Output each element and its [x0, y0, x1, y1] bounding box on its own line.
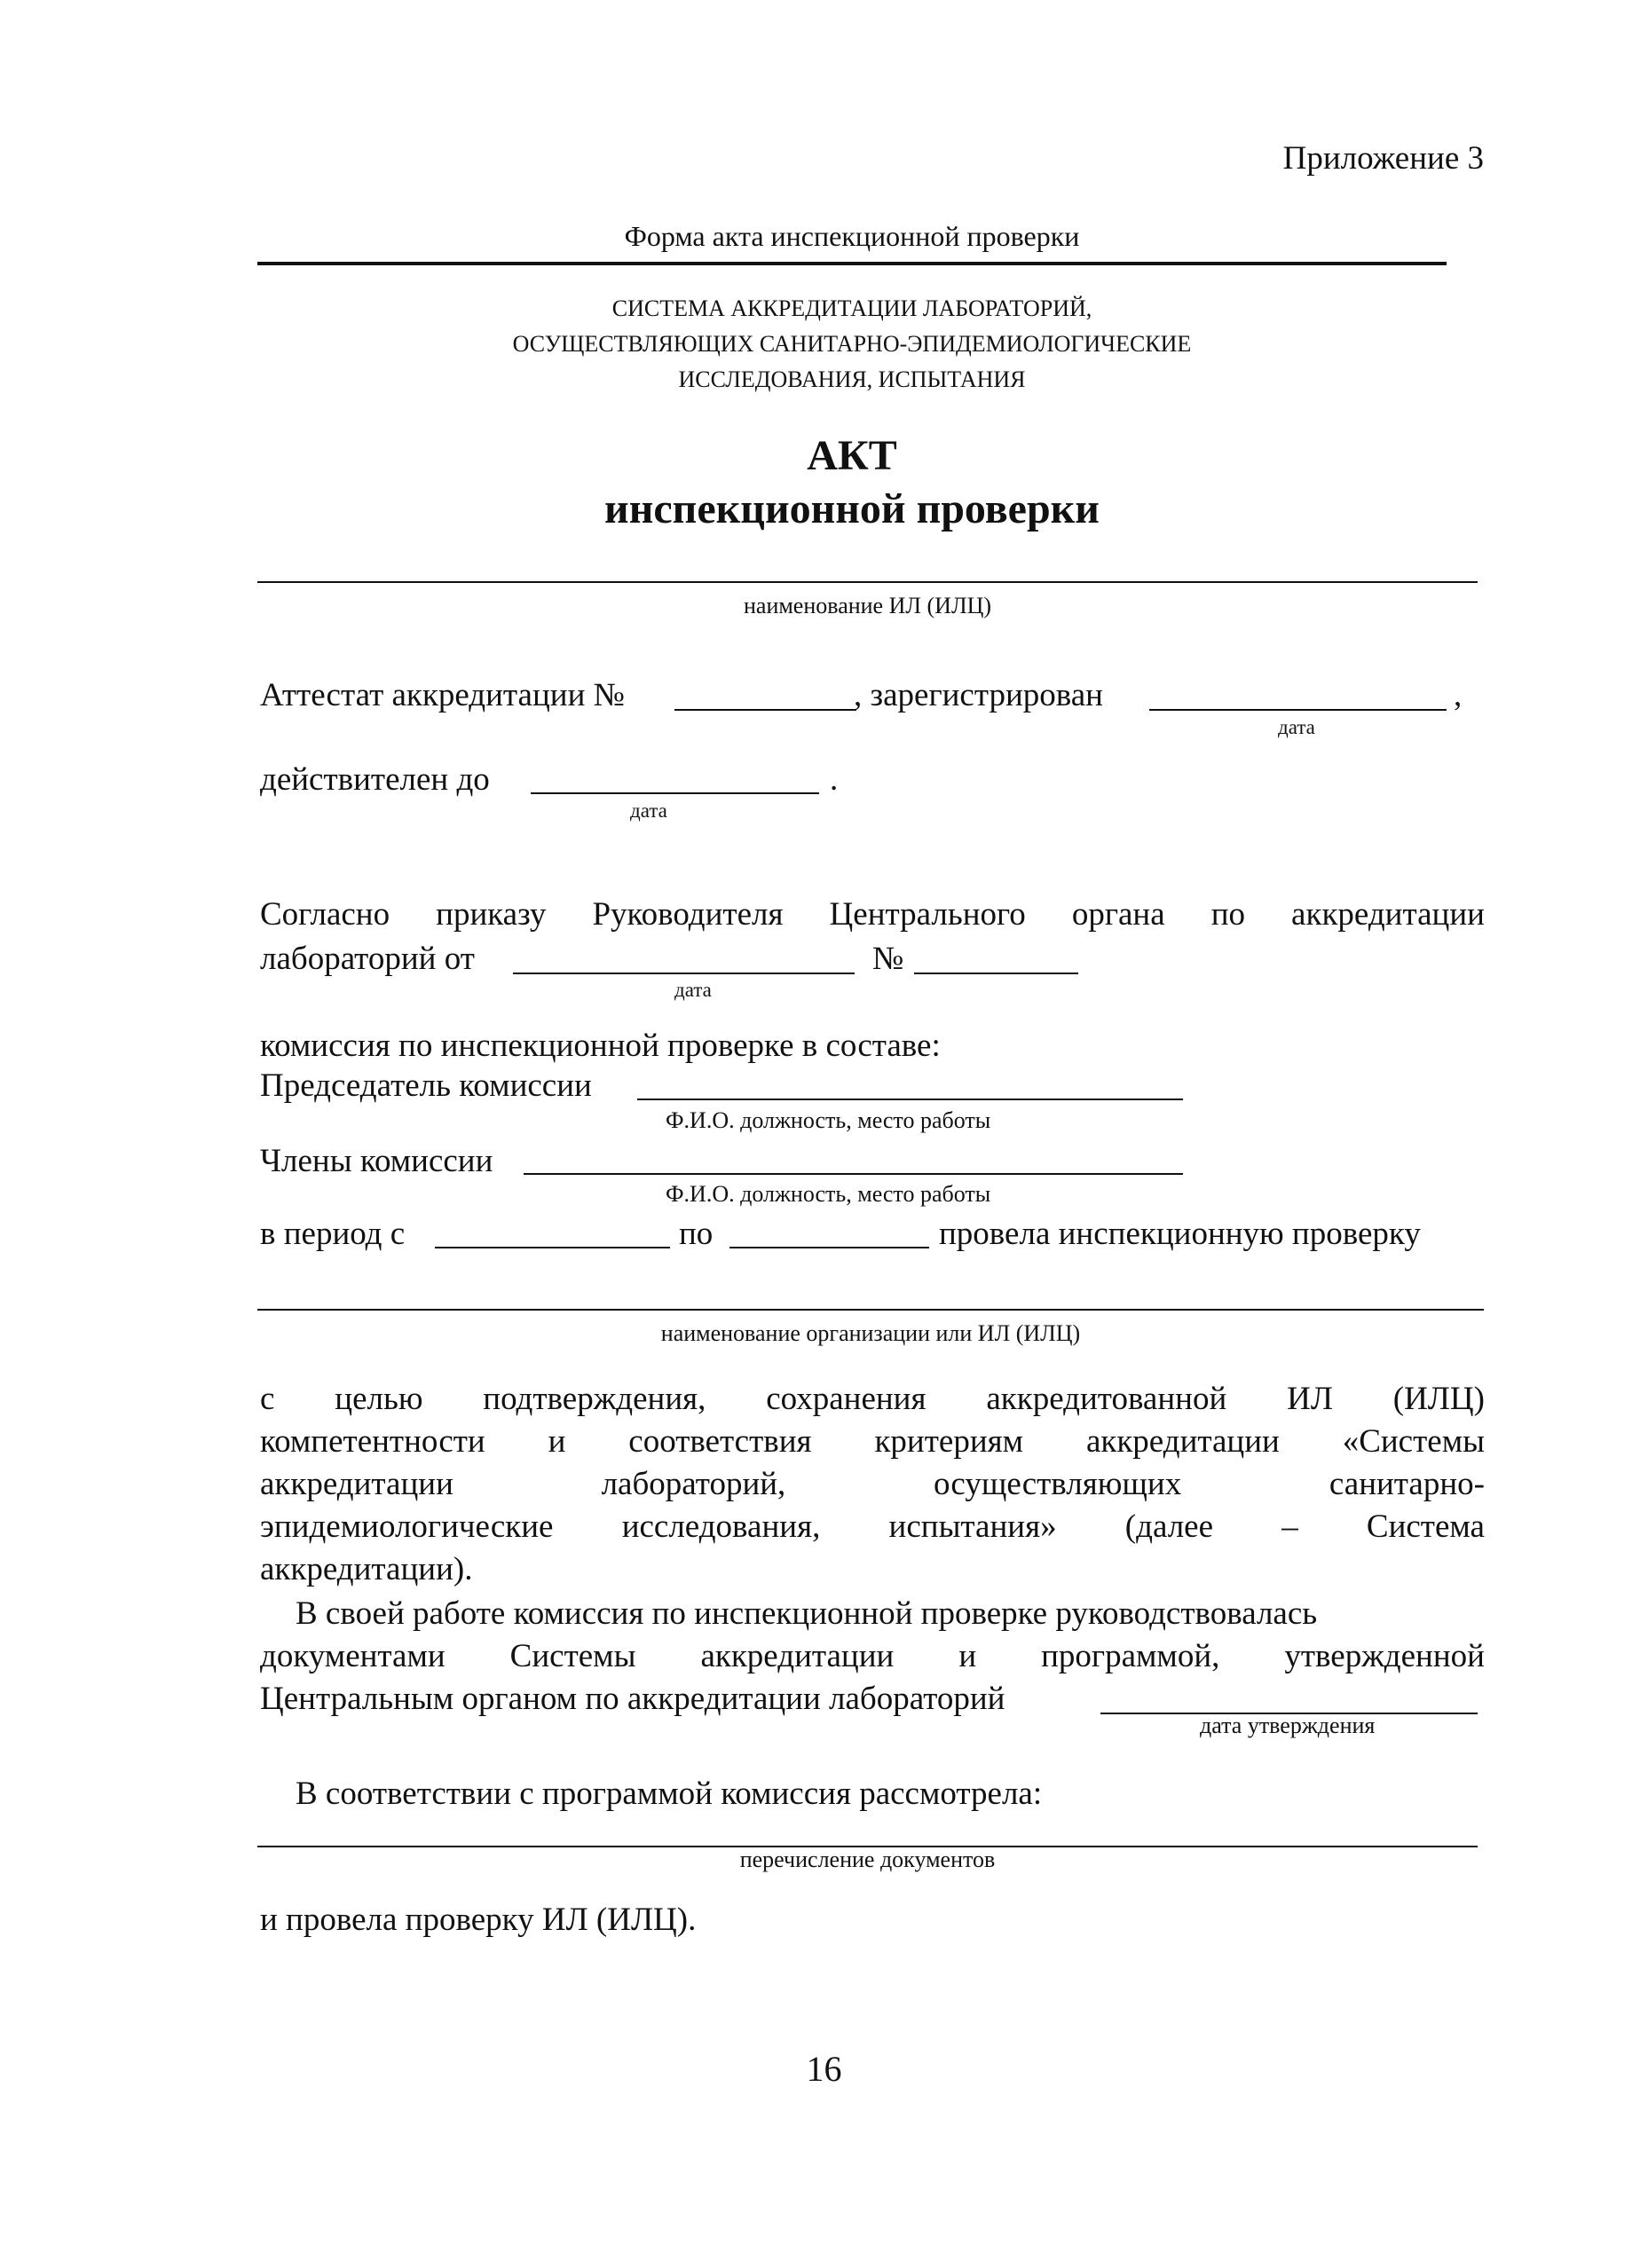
guidance-word: утвержденной: [1284, 1638, 1485, 1674]
guidance-word: документами: [260, 1638, 446, 1674]
purpose-word: «Системы: [1342, 1423, 1485, 1460]
guidance-word: программой,: [1041, 1638, 1220, 1674]
purpose-word: аккредитованной: [986, 1381, 1227, 1417]
purpose-word: (далее: [1124, 1508, 1213, 1545]
purpose-word: критериям: [874, 1423, 1024, 1460]
system-title-line2: ОСУЩЕСТВЛЯЮЩИХ САНИТАРНО-ЭПИДЕМИОЛОГИЧЕСКИЕ: [512, 331, 1192, 357]
registered-label: , зарегистрирован: [854, 677, 1103, 713]
guidance-word: аккредитации: [700, 1638, 895, 1674]
guidance-words: [260, 1640, 1485, 1673]
purpose-word: подтверждения,: [483, 1381, 706, 1417]
chairman-caption: Ф.И.О. должность, место работы: [666, 1107, 991, 1133]
valid-until-date-caption: дата: [630, 799, 667, 822]
purpose-word: (ИЛЦ): [1392, 1381, 1485, 1417]
purpose-word: ИЛ: [1287, 1381, 1333, 1417]
purpose-line: [260, 1382, 1485, 1425]
system-title-line3: ИССЛЕДОВАНИЯ, ИСПЫТАНИЯ: [678, 366, 1026, 392]
guidance-word: Системы: [509, 1638, 636, 1674]
order-word: аккредитации: [1291, 896, 1485, 933]
lab-name-field[interactable]: [257, 581, 1478, 583]
order-word: приказу: [436, 896, 547, 933]
members-caption: Ф.И.О. должность, место работы: [666, 1181, 991, 1207]
order-date-field[interactable]: [513, 973, 855, 974]
period-from-label: в период с: [260, 1216, 406, 1252]
purpose-word: Система: [1366, 1508, 1485, 1545]
review-text: В соответствии с программой комиссия рассмотрела:: [296, 1776, 1043, 1812]
purpose-word: эпидемиологические: [260, 1508, 554, 1545]
order-words: [260, 898, 1485, 931]
purpose-word: и: [548, 1423, 566, 1460]
lab-name-caption: наименование ИЛ (ИЛЦ): [743, 593, 992, 618]
registered-date-field[interactable]: [1149, 709, 1447, 711]
purpose-word: осуществляющих: [934, 1466, 1182, 1502]
org-name-caption: наименование организации или ИЛ (ИЛЦ): [660, 1320, 1081, 1346]
purpose-word: испытания»: [888, 1508, 1057, 1545]
purpose-word: компетентности: [260, 1423, 485, 1460]
order-word: органа: [1071, 896, 1165, 933]
chairman-field[interactable]: [637, 1099, 1183, 1100]
approval-date-caption: дата утверждения: [1200, 1713, 1376, 1738]
purpose-line: [260, 1468, 1485, 1510]
purpose-word: сохранения: [766, 1381, 927, 1417]
purpose-word: целью: [335, 1381, 423, 1417]
valid-until-label: действителен до: [260, 761, 490, 798]
act-title: АКТ: [807, 432, 897, 479]
purpose-word: аккредитации: [260, 1466, 453, 1502]
page-number: 16: [806, 2049, 842, 2089]
purpose-word: –: [1281, 1508, 1298, 1545]
purpose-line: [260, 1510, 1485, 1553]
members-label: Члены комиссии: [260, 1143, 493, 1179]
purpose-word: лабораторий,: [601, 1466, 786, 1502]
order-from-label: лабораторий от: [260, 941, 475, 977]
chairman-label: Председатель комиссии: [260, 1067, 592, 1104]
closing-text: и провела проверку ИЛ (ИЛЦ).: [260, 1902, 697, 1938]
guidance-line2: [260, 1640, 1485, 1673]
purpose-line: [260, 1425, 1485, 1468]
order-word: Центрального: [829, 896, 1026, 933]
purpose-word: исследования,: [621, 1508, 821, 1545]
purpose-word: соответствия: [628, 1423, 812, 1460]
guidance-line3: Центральным органом по аккредитации лабораторий: [260, 1681, 1005, 1717]
valid-until-date-field[interactable]: [531, 792, 819, 794]
period-to-field[interactable]: [729, 1247, 929, 1248]
purpose-paragraph: [260, 1382, 1485, 1595]
conducted-label: провела инспекционную проверку: [939, 1216, 1421, 1252]
order-word: Руководителя: [592, 896, 784, 933]
order-date-caption: дата: [674, 979, 712, 1001]
period-from-field[interactable]: [435, 1247, 670, 1248]
members-field[interactable]: [524, 1173, 1183, 1175]
purpose-word: аккредитации: [1085, 1423, 1280, 1460]
purpose-last-line: аккредитации).: [260, 1551, 473, 1587]
order-number-field[interactable]: [914, 973, 1078, 974]
appendix-label: Приложение 3: [1282, 140, 1484, 177]
certificate-number-field[interactable]: [674, 709, 856, 711]
commission-intro: комиссия по инспекционной проверке в составе:: [260, 1028, 941, 1064]
purpose-word: санитарно-: [1329, 1466, 1485, 1502]
order-line1: [260, 898, 1485, 931]
order-number-label: №: [872, 941, 904, 977]
certificate-label: Аттестат аккредитации №: [260, 677, 625, 713]
act-subtitle: инспекционной проверки: [604, 485, 1100, 532]
header-rule: [257, 262, 1447, 265]
purpose-word: с: [260, 1381, 275, 1417]
system-title-line1: СИСТЕМА АККРЕДИТАЦИИ ЛАБОРАТОРИЙ,: [611, 295, 1092, 321]
documents-list-caption: перечисление документов: [739, 1847, 996, 1872]
org-name-field[interactable]: [257, 1309, 1484, 1311]
guidance-word: и: [958, 1638, 977, 1674]
valid-until-period: .: [830, 761, 839, 798]
period-to-label: по: [679, 1216, 714, 1252]
registered-date-caption: дата: [1278, 716, 1315, 738]
order-word: по: [1210, 896, 1245, 933]
registered-comma: ,: [1454, 677, 1463, 713]
order-word: Согласно: [260, 896, 390, 933]
guidance-line1: В своей работе комиссия по инспекционной проверке руководствовалась: [296, 1595, 1318, 1632]
form-title: Форма акта инспекционной проверки: [624, 220, 1080, 252]
